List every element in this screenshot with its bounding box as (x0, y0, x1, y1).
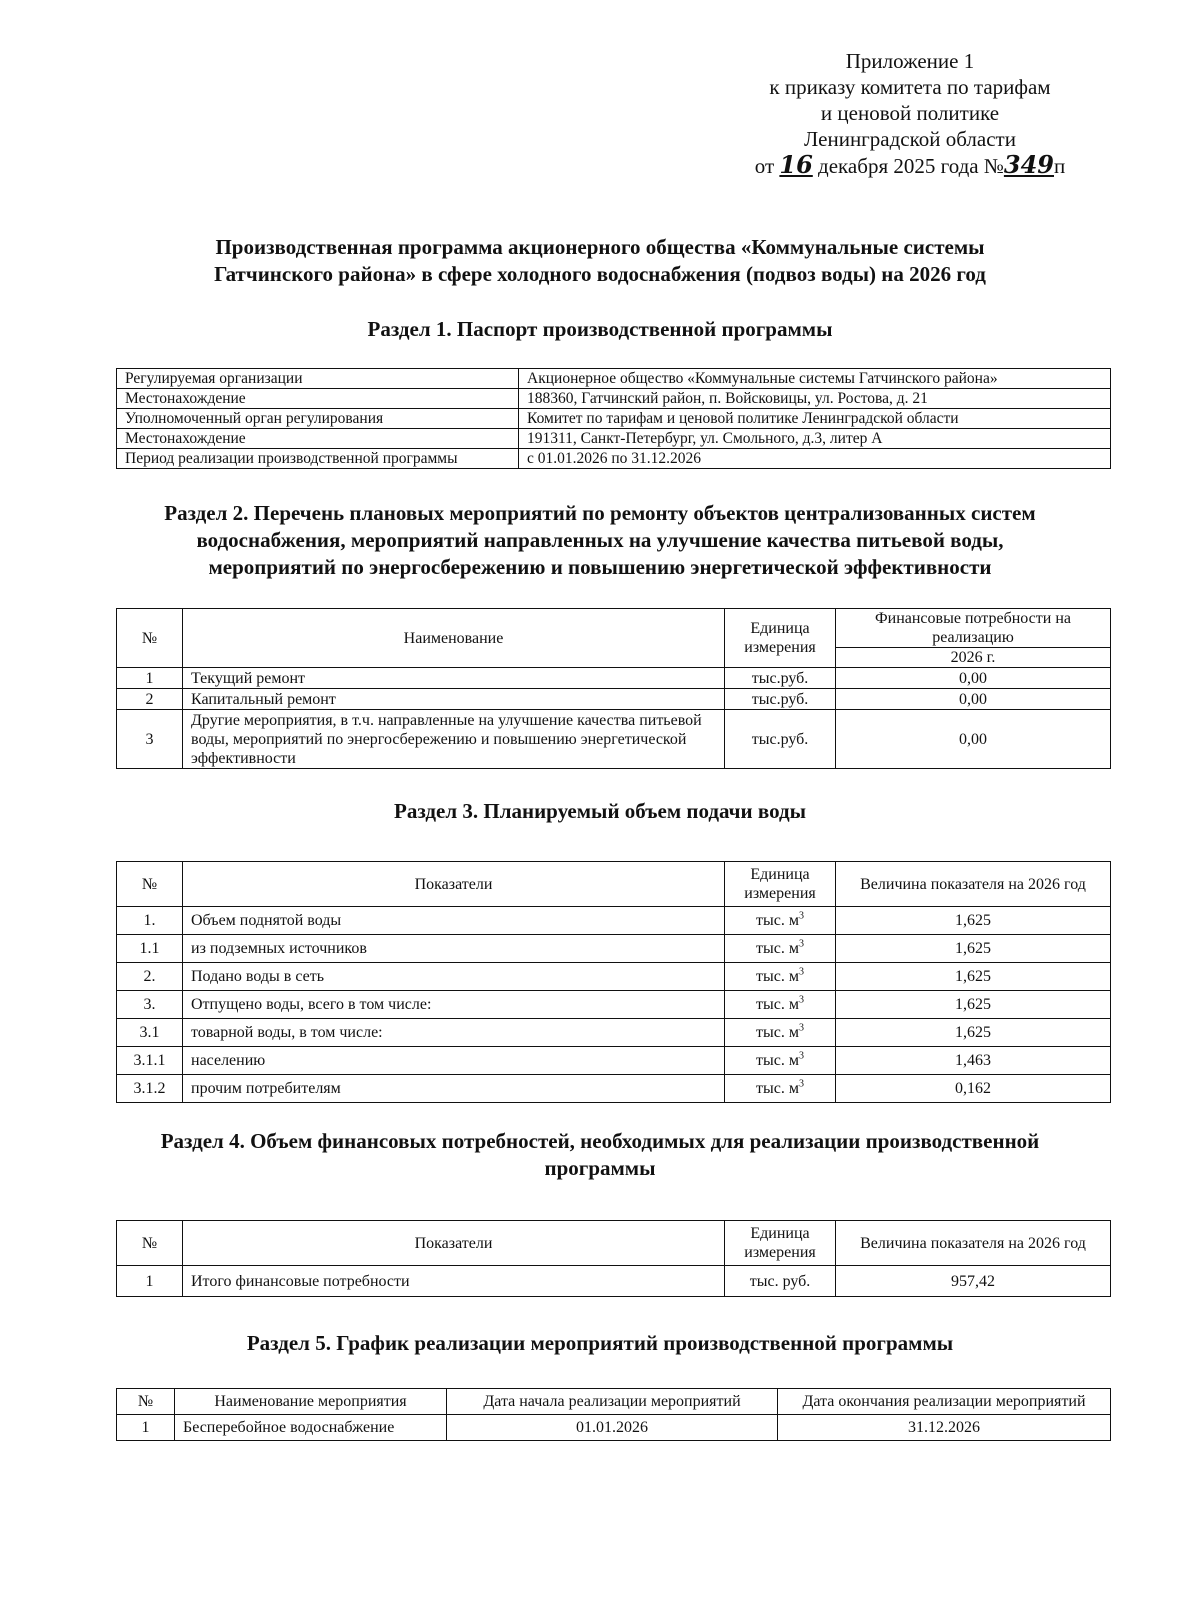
col-header-name: Наименование мероприятия (175, 1389, 447, 1415)
row-value: 0,00 (836, 668, 1111, 689)
passport-label: Местонахождение (117, 389, 519, 409)
table-row (117, 935, 1111, 963)
col-header-unit: Единица измерения (725, 1221, 836, 1266)
section4-title-line-1: Раздел 4. Объем финансовых потребностей, необходимых для реализации производственной (160, 1129, 1040, 1153)
col-header-value: Величина показателя на 2026 год (836, 1221, 1111, 1266)
col-header-year: 2026 г. (836, 648, 1111, 668)
row-unit: тыс. руб. (725, 1266, 836, 1297)
col-header-name: Показатели (183, 1221, 725, 1266)
section1-title: Раздел 1. Паспорт производственной программы (367, 317, 833, 341)
appendix-line-2: к приказу комитета по тарифам (769, 75, 1051, 99)
section5-title: Раздел 5. График реализации мероприятий производственной программы (246, 1331, 954, 1355)
table-row (117, 991, 1111, 1019)
passport-label: Период реализации производственной программы (117, 449, 519, 469)
passport-value: 188360, Гатчинский район, п. Войсковицы, ул. Ростова, д. 21 (519, 389, 1111, 409)
unit-text: тыс. м (756, 940, 799, 957)
row-value: 957,42 (836, 1266, 1111, 1297)
table-row (117, 1415, 1111, 1441)
row-num: 1.1 (117, 935, 183, 963)
row-name: Отпущено воды, всего в том числе: (183, 991, 725, 1019)
title-line-2: Гатчинского района» в сфере холодного водоснабжения (подвоз воды) на 2026 год (214, 262, 986, 286)
row-num: 3 (117, 710, 183, 769)
handwritten-number: 349 (1003, 150, 1054, 179)
row-value: 1,625 (836, 963, 1111, 991)
passport-table (116, 368, 1111, 469)
col-header-name: Показатели (183, 862, 725, 907)
schedule-table (116, 1388, 1111, 1441)
row-name: из подземных источников (183, 935, 725, 963)
table-row (117, 1047, 1111, 1075)
col-header-num: № (117, 862, 183, 907)
row-unit: тыс.руб. (725, 689, 836, 710)
row-value: 1,625 (836, 991, 1111, 1019)
appendix-date-line (720, 152, 1100, 179)
table-row (117, 1075, 1111, 1103)
col-header-num: № (117, 1389, 175, 1415)
row-name: Объем поднятой воды (183, 907, 725, 935)
table-row (117, 1266, 1111, 1297)
document-title (100, 234, 1100, 288)
col-header-num: № (117, 609, 183, 668)
col-header-start: Дата начала реализации мероприятий (447, 1389, 778, 1415)
unit-exponent: 3 (798, 994, 804, 1006)
table-row (117, 907, 1111, 935)
row-name: товарной воды, в том числе: (183, 1019, 725, 1047)
row-value: 1,625 (836, 935, 1111, 963)
row-value: 0,162 (836, 1075, 1111, 1103)
unit-exponent: 3 (798, 966, 804, 978)
unit-text: тыс. м (756, 1052, 799, 1069)
col-header-unit: Единица измерения (725, 862, 836, 907)
row-num: 1 (117, 1415, 175, 1441)
row-value: 1,463 (836, 1047, 1111, 1075)
row-value: 1,625 (836, 1019, 1111, 1047)
row-value: 0,00 (836, 710, 1111, 769)
unit-exponent: 3 (798, 1022, 804, 1034)
finance-table (116, 1220, 1111, 1297)
unit-text: тыс. м (756, 996, 799, 1013)
row-unit (725, 935, 836, 963)
row-name: Капитальный ремонт (183, 689, 725, 710)
table-row (117, 369, 1111, 389)
row-num: 1 (117, 1266, 183, 1297)
row-name: Бесперебойное водоснабжение (175, 1415, 447, 1441)
water-volume-table (116, 861, 1111, 1103)
unit-text: тыс. м (756, 1024, 799, 1041)
activities-table (116, 608, 1111, 769)
table-row (117, 409, 1111, 429)
row-name: Подано воды в сеть (183, 963, 725, 991)
passport-value: Комитет по тарифам и ценовой политике Ленинградской области (519, 409, 1111, 429)
unit-exponent: 3 (798, 1050, 804, 1062)
section4-title-line-2: программы (544, 1156, 656, 1180)
table-row (117, 389, 1111, 409)
row-start: 01.01.2026 (447, 1415, 778, 1441)
table-row (117, 429, 1111, 449)
col-header-num: № (117, 1221, 183, 1266)
unit-exponent: 3 (798, 1078, 804, 1090)
row-value: 0,00 (836, 689, 1111, 710)
table-row (117, 963, 1111, 991)
row-num: 2. (117, 963, 183, 991)
section3-title: Раздел 3. Планируемый объем подачи воды (394, 799, 806, 823)
row-num: 2 (117, 689, 183, 710)
appendix-line-4: Ленинградской области (804, 127, 1016, 151)
passport-label: Регулируемая организации (117, 369, 519, 389)
passport-value: 191311, Санкт-Петербург, ул. Смольного, д.3, литер А (519, 429, 1111, 449)
number-suffix: п (1054, 154, 1066, 178)
handwritten-day: 16 (779, 150, 813, 179)
passport-value: Акционерное общество «Коммунальные системы Гатчинского района» (519, 369, 1111, 389)
col-header-value: Величина показателя на 2026 год (836, 862, 1111, 907)
table-row (117, 710, 1111, 769)
row-name: Другие мероприятия, в т.ч. направленные на улучшение качества питьевой воды, мероприятий по энергосбережению и повышению энергетической эффективности (183, 710, 725, 769)
unit-exponent: 3 (798, 910, 804, 922)
col-header-name: Наименование (183, 609, 725, 668)
appendix-line-1: Приложение 1 (845, 49, 975, 73)
section4-title (100, 1128, 1100, 1182)
row-unit: тыс.руб. (725, 668, 836, 689)
row-unit (725, 963, 836, 991)
passport-value: с 01.01.2026 по 31.12.2026 (519, 449, 1111, 469)
unit-text: тыс. м (756, 968, 799, 985)
row-num: 3.1 (117, 1019, 183, 1047)
row-value: 1,625 (836, 907, 1111, 935)
col-header-finance: Финансовые потребности на реализацию (836, 609, 1111, 648)
table-row (117, 668, 1111, 689)
unit-text: тыс. м (756, 912, 799, 929)
section2-title-line-1: Раздел 2. Перечень плановых мероприятий по ремонту объектов централизованных систем (164, 501, 1036, 525)
row-name: Текущий ремонт (183, 668, 725, 689)
row-end: 31.12.2026 (778, 1415, 1111, 1441)
unit-exponent: 3 (798, 938, 804, 950)
row-name: Итого финансовые потребности (183, 1266, 725, 1297)
table-row (117, 1019, 1111, 1047)
row-name: населению (183, 1047, 725, 1075)
appendix-header (720, 48, 1100, 179)
title-line-1: Производственная программа акционерного общества «Коммунальные системы (215, 235, 985, 259)
row-num: 1 (117, 668, 183, 689)
date-prefix: от (754, 154, 775, 178)
row-name: прочим потребителям (183, 1075, 725, 1103)
row-unit (725, 1075, 836, 1103)
section2-title (100, 500, 1100, 581)
row-num: 1. (117, 907, 183, 935)
row-num: 3. (117, 991, 183, 1019)
passport-label: Уполномоченный орган регулирования (117, 409, 519, 429)
col-header-end: Дата окончания реализации мероприятий (778, 1389, 1111, 1415)
row-unit (725, 1019, 836, 1047)
row-unit (725, 991, 836, 1019)
row-num: 3.1.2 (117, 1075, 183, 1103)
section2-title-line-3: мероприятий по энергосбережению и повышению энергетической эффективности (208, 555, 992, 579)
row-unit (725, 1047, 836, 1075)
section2-title-line-2: водоснабжения, мероприятий направленных на улучшение качества питьевой воды, (196, 528, 1004, 552)
passport-label: Местонахождение (117, 429, 519, 449)
unit-text: тыс. м (756, 1080, 799, 1097)
appendix-line-3: и ценовой политике (820, 101, 1000, 125)
row-num: 3.1.1 (117, 1047, 183, 1075)
col-header-unit: Единица измерения (725, 609, 836, 668)
date-middle: декабря 2025 года № (818, 154, 1004, 178)
row-unit (725, 907, 836, 935)
table-row (117, 689, 1111, 710)
table-row (117, 449, 1111, 469)
row-unit: тыс.руб. (725, 710, 836, 769)
